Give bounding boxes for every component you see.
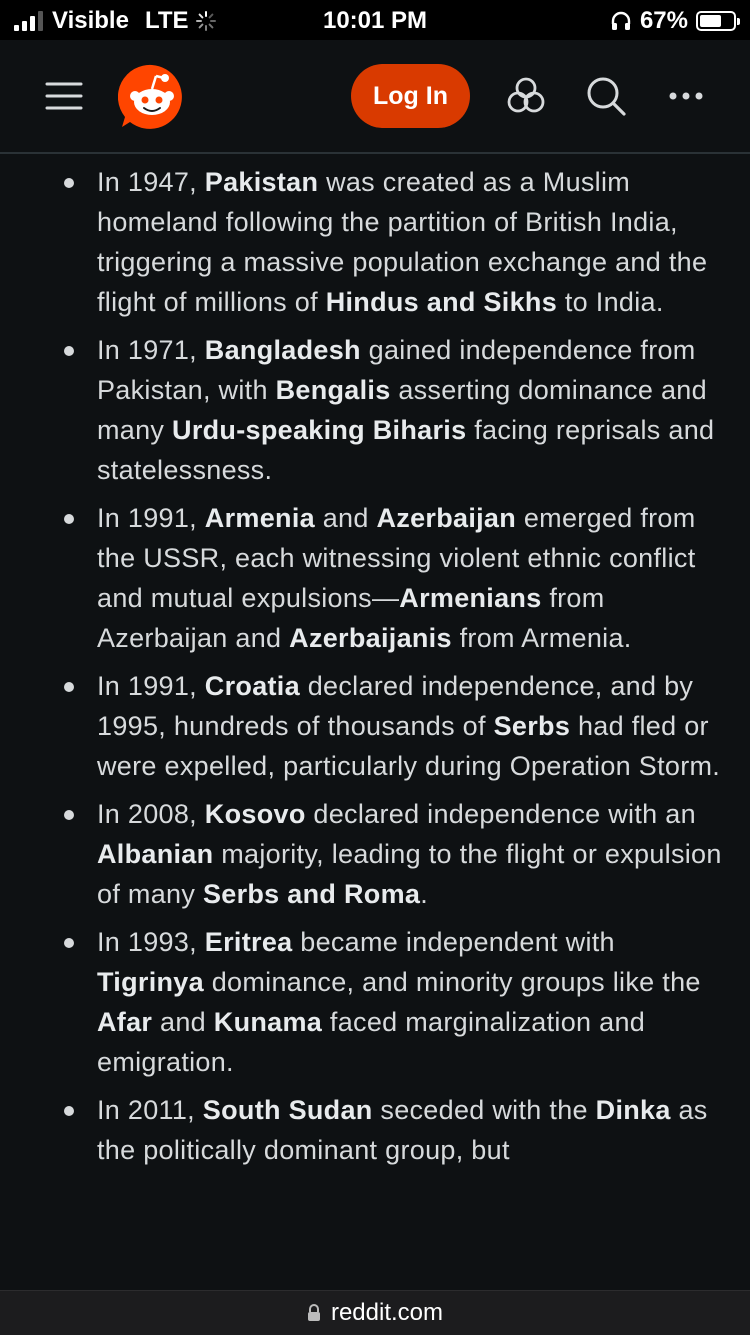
bullet-icon <box>64 1106 74 1116</box>
bold-term: Eritrea <box>204 927 293 957</box>
bold-term: Bengalis <box>275 375 391 405</box>
bold-term: Kosovo <box>204 799 306 829</box>
more-options-icon[interactable] <box>664 74 708 118</box>
bold-term: Dinka <box>595 1095 671 1125</box>
reddit-logo[interactable] <box>118 63 186 131</box>
bold-term: Croatia <box>204 671 300 701</box>
bold-term: Hindus and Sikhs <box>325 287 558 317</box>
list-item-text: In 2008, <box>97 799 205 829</box>
bold-term: Albanian <box>97 839 214 869</box>
status-bar <box>0 0 750 40</box>
list-item-text: majority, leading to the flight or expulsion of many <box>97 839 722 909</box>
bullet-icon <box>64 938 74 948</box>
list-item-text: In 2011, <box>97 1095 203 1125</box>
bold-term: Urdu-speaking Biharis <box>172 415 467 445</box>
list-item-text: and <box>314 503 377 533</box>
status-right <box>610 7 736 35</box>
bullet-list <box>0 162 750 1170</box>
battery-percentage: 67% <box>639 7 688 34</box>
bold-term: South Sudan <box>202 1095 373 1125</box>
carrier-name: Visible <box>52 7 129 34</box>
menu-icon[interactable] <box>44 76 84 116</box>
list-item-text: declared independence, and by 1995, hundreds of thousands of <box>97 671 694 741</box>
bold-term: Serbs and Roma <box>202 879 421 909</box>
battery-fill <box>700 15 721 27</box>
list-item-text: from Armenia. <box>451 623 632 653</box>
bullet-icon <box>64 810 74 820</box>
bold-term: Armenians <box>399 583 542 613</box>
login-button[interactable]: Log In <box>351 64 470 128</box>
list-item-text: In 1993, <box>97 927 205 957</box>
list-item-text: In 1991, <box>97 671 205 701</box>
list-item <box>0 794 750 914</box>
bold-term: Tigrinya <box>97 967 204 997</box>
list-item <box>0 162 750 322</box>
list-item-text: In 1991, <box>97 503 205 533</box>
app-header <box>0 40 750 154</box>
search-icon[interactable] <box>584 74 628 118</box>
headphones-icon <box>610 10 632 32</box>
bullet-icon <box>64 514 74 524</box>
url-bar[interactable] <box>0 1290 750 1335</box>
list-item-text: became independent with <box>292 927 615 957</box>
list-item-text: emerged from the USSR, each witnessing violent ethnic conflict and mutual expulsions— <box>97 503 696 613</box>
list-item-text: was created as a Muslim homeland following the partition of British India, triggering a massive population exchange and the flight of millions of <box>97 167 708 317</box>
bold-term: Azerbaijan <box>376 503 517 533</box>
list-item-text: faced marginalization and emigration. <box>97 1007 646 1077</box>
list-item <box>0 330 750 490</box>
list-item <box>0 666 750 786</box>
bold-term: Afar <box>97 1007 153 1037</box>
list-item <box>0 922 750 1082</box>
bold-term: Serbs <box>493 711 571 741</box>
list-item-text: facing reprisals and statelessness. <box>97 415 715 485</box>
list-item-text: asserting dominance and many <box>97 375 707 445</box>
network-type: LTE <box>144 7 189 34</box>
bold-term: Bangladesh <box>204 335 361 365</box>
lock-icon <box>307 1304 321 1322</box>
list-item-text: In 1947, <box>97 167 205 197</box>
list-item-text: declared independence with an <box>305 799 696 829</box>
bullet-icon <box>64 346 74 356</box>
list-item-text: had fled or were expelled, particularly during Operation Storm. <box>97 711 721 781</box>
url-domain: reddit.com <box>330 1299 444 1326</box>
battery-icon <box>696 11 736 31</box>
bullet-icon <box>64 178 74 188</box>
bold-term: Pakistan <box>204 167 319 197</box>
list-item <box>0 498 750 658</box>
post-content <box>0 154 750 1290</box>
list-item-text: seceded with the <box>372 1095 596 1125</box>
list-item-text: dominance, and minority groups like the <box>203 967 701 997</box>
bold-term: Kunama <box>213 1007 323 1037</box>
list-item-text: from Azerbaijan and <box>97 583 605 653</box>
bold-term: Azerbaijanis <box>289 623 452 653</box>
bullet-icon <box>64 682 74 692</box>
clock: 10:01 PM <box>322 7 428 34</box>
list-item-text: . <box>420 879 429 909</box>
list-item-text: gained independence from Pakistan, with <box>97 335 696 405</box>
chat-icon[interactable] <box>504 74 548 118</box>
list-item <box>0 1090 750 1170</box>
list-item-text: In 1971, <box>97 335 205 365</box>
list-item-text: to India. <box>557 287 664 317</box>
bold-term: Armenia <box>204 503 315 533</box>
list-item-text: as the politically dominant group, but <box>97 1095 708 1165</box>
list-item-text: and <box>152 1007 214 1037</box>
